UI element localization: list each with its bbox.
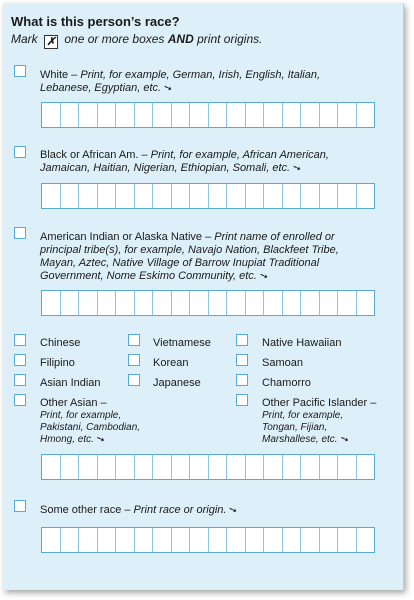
other-asian-checkbox[interactable]: [14, 394, 26, 406]
question-instruction: Mark ✗ one or more boxes AND print origins.: [11, 32, 263, 48]
white-write-in-field[interactable]: [41, 102, 375, 128]
other-asian-label: Other Asian –: [40, 397, 107, 409]
some-other-race-label: Some other race – Print race or origin.➘: [40, 503, 240, 518]
other-pacific-islander-instruction: Print, for example, Tongan, Fijian, Marshallese, etc.➘: [262, 410, 351, 447]
vietnamese-checkbox[interactable]: [128, 334, 140, 346]
vietnamese-label: Vietnamese: [153, 337, 211, 349]
aian-label: American Indian or Alaska Native – Print name of enrolled or principal tribe(s), for example, Navajo Nation, Blackfeet Tribe, Mayan, Aztec, Native Village of Barrow Inupiat Traditional Government, Nome Eskimo Community, etc.➘: [40, 231, 339, 284]
aian-checkbox[interactable]: [14, 227, 26, 239]
korean-label: Korean: [153, 357, 189, 369]
some-other-race-write-in-field[interactable]: [41, 527, 375, 553]
asian-pacific-write-in-field[interactable]: [41, 454, 375, 480]
question-title: What is this person’s race?: [11, 14, 180, 29]
aian-write-in-field[interactable]: [41, 290, 375, 316]
japanese-checkbox[interactable]: [128, 374, 140, 386]
white-label: White – Print, for example, German, Irish, English, Italian, Lebanese, Egyptian, etc.➘: [40, 69, 321, 96]
some-other-race-checkbox[interactable]: [14, 500, 26, 512]
arrow-icon: ➘: [95, 432, 107, 447]
asian-indian-label: Asian Indian: [40, 377, 101, 389]
chamorro-label: Chamorro: [262, 377, 311, 389]
filipino-label: Filipino: [40, 357, 75, 369]
korean-checkbox[interactable]: [128, 354, 140, 366]
filipino-checkbox[interactable]: [14, 354, 26, 366]
arrow-icon: ➘: [338, 432, 351, 447]
chamorro-checkbox[interactable]: [236, 374, 248, 386]
arrow-icon: ➘: [258, 269, 270, 284]
japanese-label: Japanese: [153, 377, 201, 389]
arrow-icon: ➘: [291, 161, 304, 176]
native-hawaiian-checkbox[interactable]: [236, 334, 248, 346]
other-asian-instruction: Print, for example, Pakistani, Cambodian, Hmong, etc.➘: [40, 410, 141, 447]
arrow-icon: ➘: [162, 81, 175, 96]
chinese-label: Chinese: [40, 337, 81, 349]
mark-example-icon: ✗: [44, 35, 58, 49]
white-checkbox[interactable]: [14, 65, 26, 77]
arrow-icon: ➘: [227, 503, 240, 518]
black-write-in-field[interactable]: [41, 183, 375, 209]
other-pacific-islander-checkbox[interactable]: [236, 394, 248, 406]
asian-indian-checkbox[interactable]: [14, 374, 26, 386]
samoan-label: Samoan: [262, 357, 303, 369]
chinese-checkbox[interactable]: [14, 334, 26, 346]
native-hawaiian-label: Native Hawaiian: [262, 337, 342, 349]
race-question-form: [3, 3, 404, 590]
other-pacific-islander-label: Other Pacific Islander –: [262, 397, 377, 409]
black-label: Black or African Am. – Print, for example, African American, Jamaican, Haitian, Nigerian, Ethiopian, Somali, etc.➘: [40, 149, 329, 176]
black-checkbox[interactable]: [14, 146, 26, 158]
samoan-checkbox[interactable]: [236, 354, 248, 366]
